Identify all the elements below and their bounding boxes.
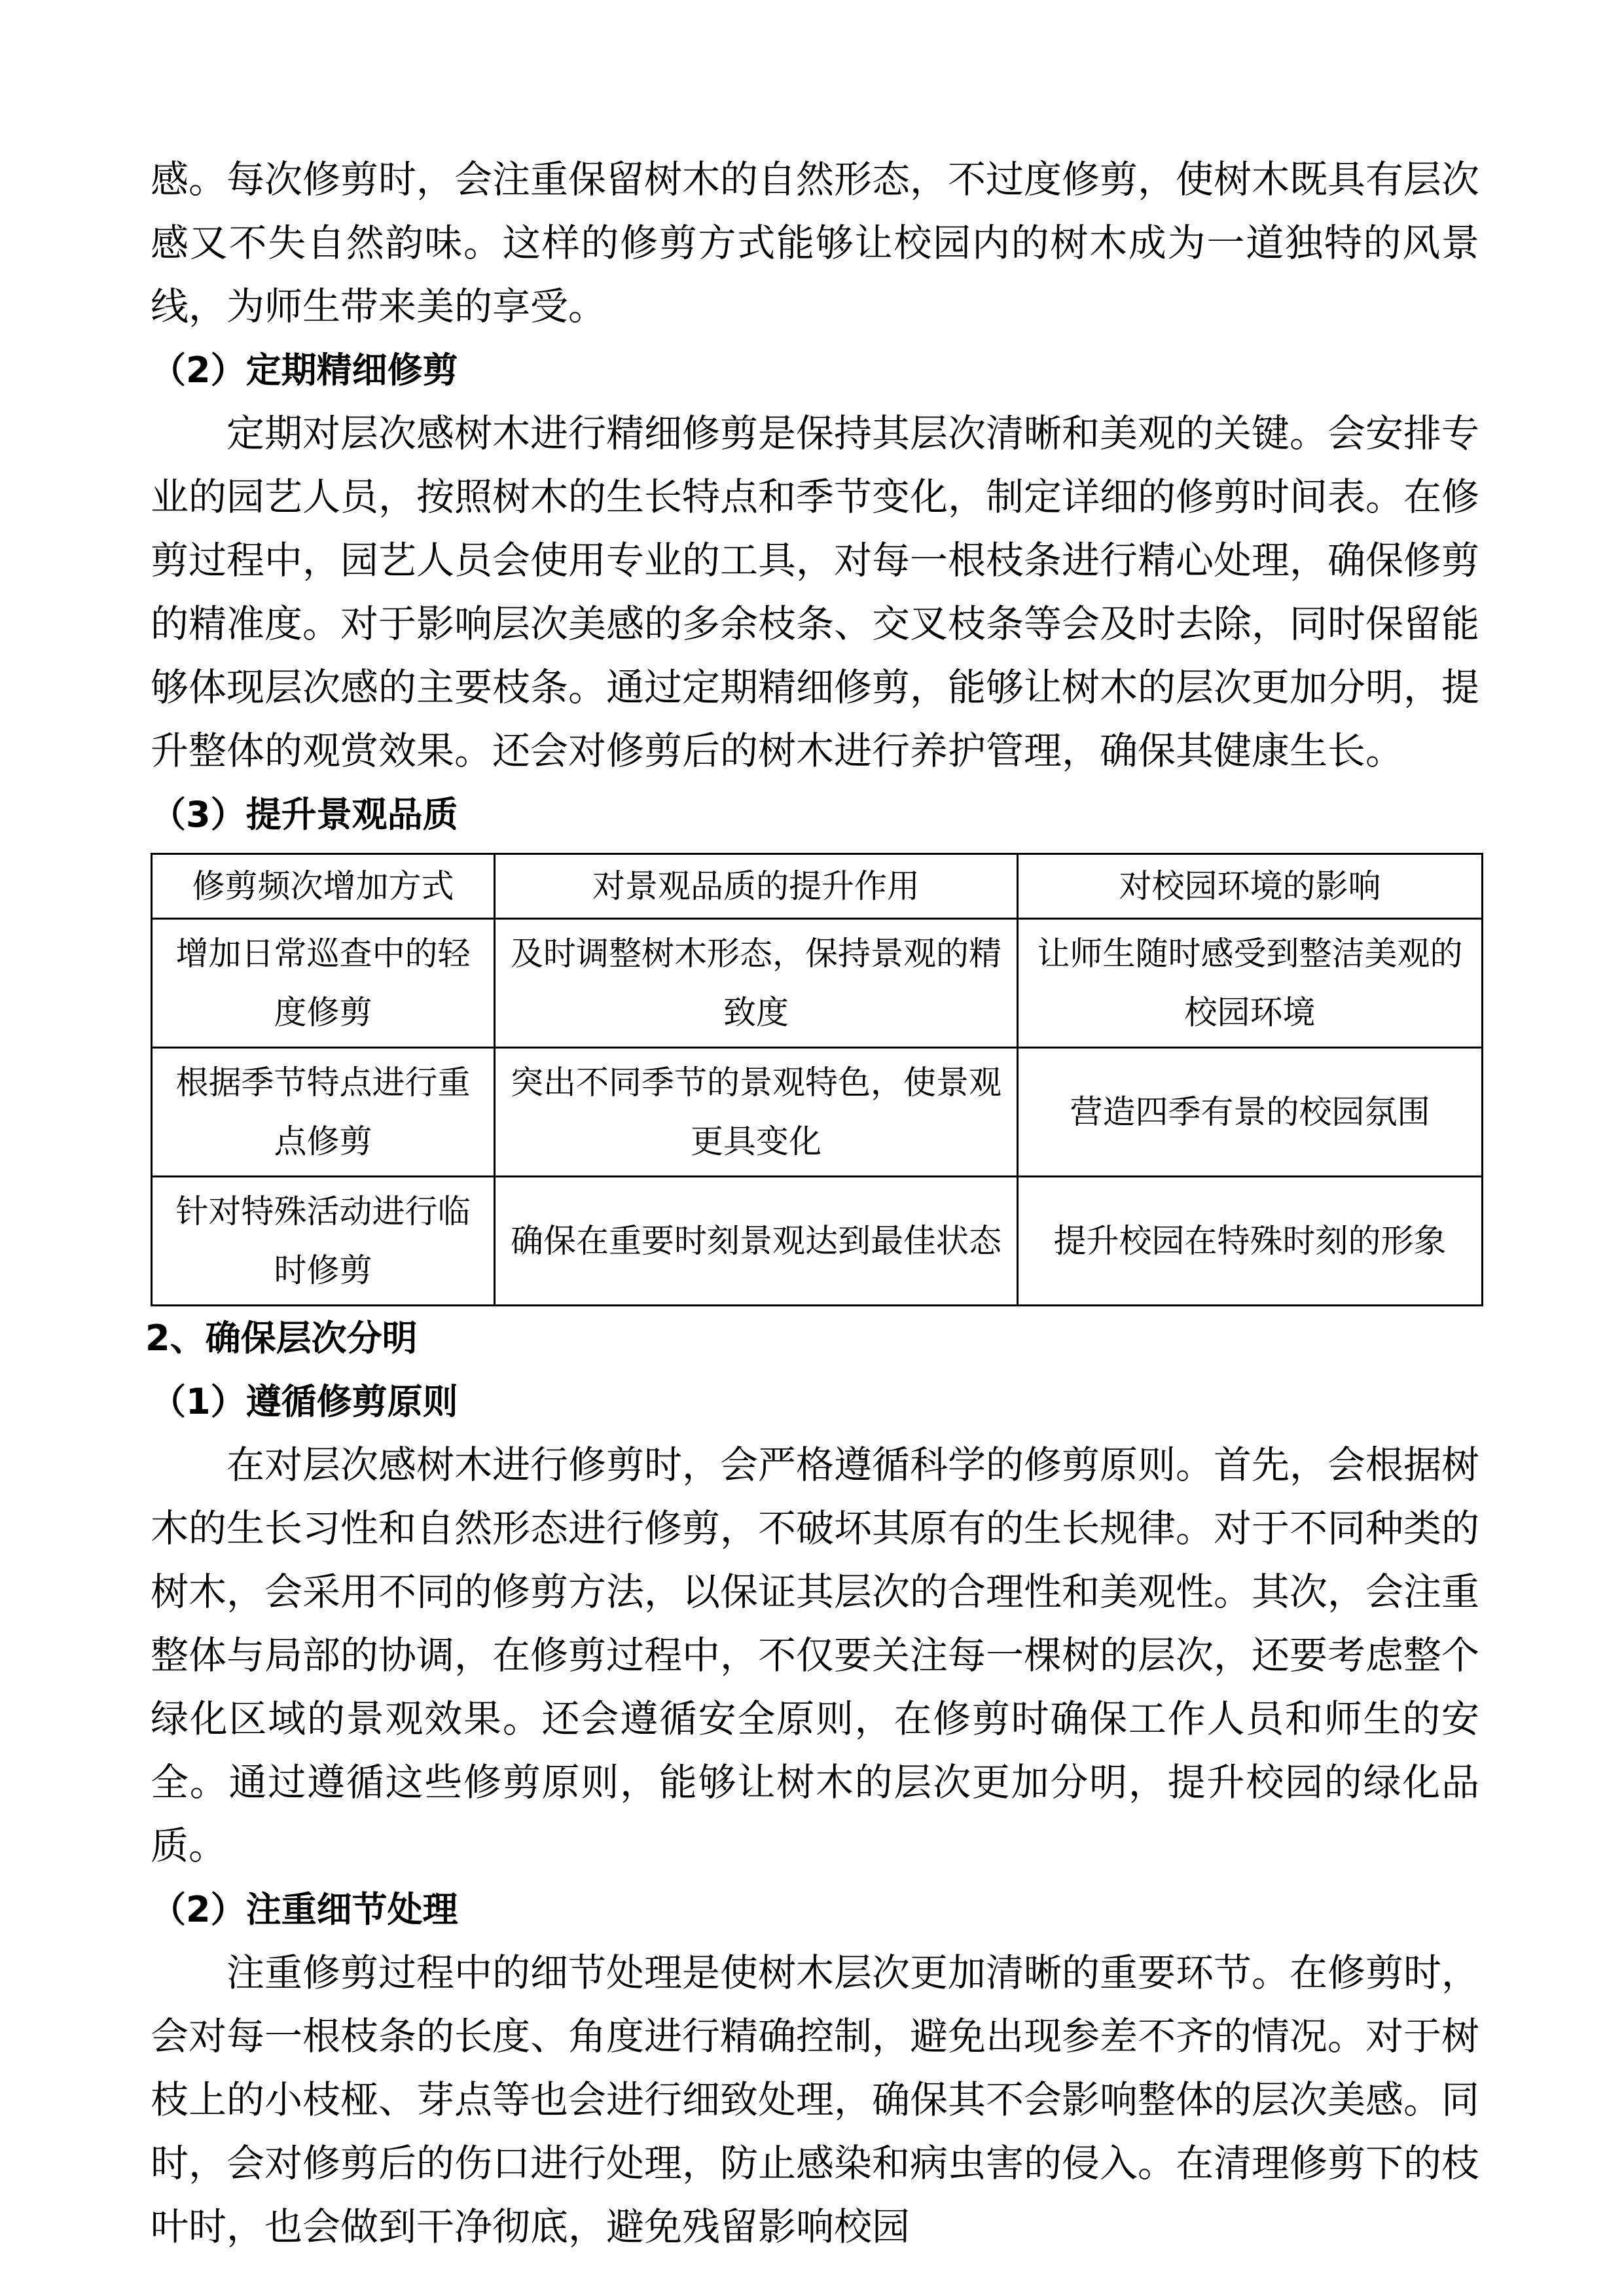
table-row — [152, 1177, 1483, 1306]
table-cell: 确保在重要时刻景观达到最佳状态 — [495, 1177, 1018, 1306]
intro-paragraph: 感。每次修剪时，会注重保留树木的自然形态，不过度修剪，使树木既具有层次感又不失自然韵味。这样的修剪方式能够让校园内的树木成为一道独特的风景线，为师生带来美的享受。 — [151, 157, 1480, 329]
table-cell: 增加日常巡查中的轻度修剪 — [152, 919, 495, 1048]
heading-follow-principles: （1）遵循修剪原则 — [151, 1381, 458, 1422]
document-body — [145, 0, 1480, 2259]
table-cell: 根据季节特点进行重点修剪 — [152, 1048, 495, 1177]
table-cell: 让师生随时感受到整洁美观的校园环境 — [1018, 919, 1483, 1048]
pruning-frequency-table — [151, 853, 1483, 1306]
heading-detail-handling: （2）注重细节处理 — [151, 1889, 458, 1930]
paragraph-follow-principles: 在对层次感树木进行修剪时，会严格遵循科学的修剪原则。首先，会根据树木的生长习性和自然形态进行修剪，不破坏其原有的生长规律。对于不同种类的树木，会采用不同的修剪方法，以保证其层次的合理性和美观性。其次，会注重整体与局部的协调，在修剪过程中，不仅要关注每一棵树的层次，还要考虑整个绿化区域的景观效果。还会遵循安全原则，在修剪时确保工作人员和师生的安全。通过遵循这些修剪原则，能够让树木的层次更加分明，提升校园的绿化品质。 — [151, 1443, 1480, 1868]
table-header-cell: 修剪频次增加方式 — [152, 854, 495, 919]
table-cell: 针对特殊活动进行临时修剪 — [152, 1177, 495, 1306]
heading-regular-pruning: （2）定期精细修剪 — [151, 350, 458, 391]
table-row — [152, 919, 1483, 1048]
table-cell: 突出不同季节的景观特色，使景观更具变化 — [495, 1048, 1018, 1177]
table-cell: 营造四季有景的校园氛围 — [1018, 1048, 1483, 1177]
table-header-cell: 对校园环境的影响 — [1018, 854, 1483, 919]
paragraph-detail-handling: 注重修剪过程中的细节处理是使树木层次更加清晰的重要环节。在修剪时，会对每一根枝条的长度、角度进行精确控制，避免出现参差不齐的情况。对于树枝上的小枝桠、芽点等也会进行细致处理，确保其不会影响整体的层次美感。同时，会对修剪后的伤口进行处理，防止感染和病虫害的侵入。在清理修剪下的枝叶时，也会做到干净彻底，避免残留影响校园 — [151, 1950, 1480, 2249]
table-cell: 及时调整树木形态，保持景观的精致度 — [495, 919, 1018, 1048]
table-header-cell: 对景观品质的提升作用 — [495, 854, 1018, 919]
heading-landscape-quality: （3）提升景观品质 — [151, 794, 458, 835]
table-cell: 提升校园在特殊时刻的形象 — [1018, 1177, 1483, 1306]
heading-ensure-layers: 2、确保层次分明 — [145, 1318, 418, 1359]
table-header-row — [152, 854, 1483, 919]
table-row — [152, 1048, 1483, 1177]
paragraph-regular-pruning: 定期对层次感树木进行精细修剪是保持其层次清晰和美观的关键。会安排专业的园艺人员，按照树木的生长特点和季节变化，制定详细的修剪时间表。在修剪过程中，园艺人员会使用专业的工具，对每一根枝条进行精心处理，确保修剪的精准度。对于影响层次美感的多余枝条、交叉枝条等会及时去除，同时保留能够体现层次感的主要枝条。通过定期精细修剪，能够让树木的层次更加分明，提升整体的观赏效果。还会对修剪后的树木进行养护管理，确保其健康生长。 — [151, 411, 1480, 773]
